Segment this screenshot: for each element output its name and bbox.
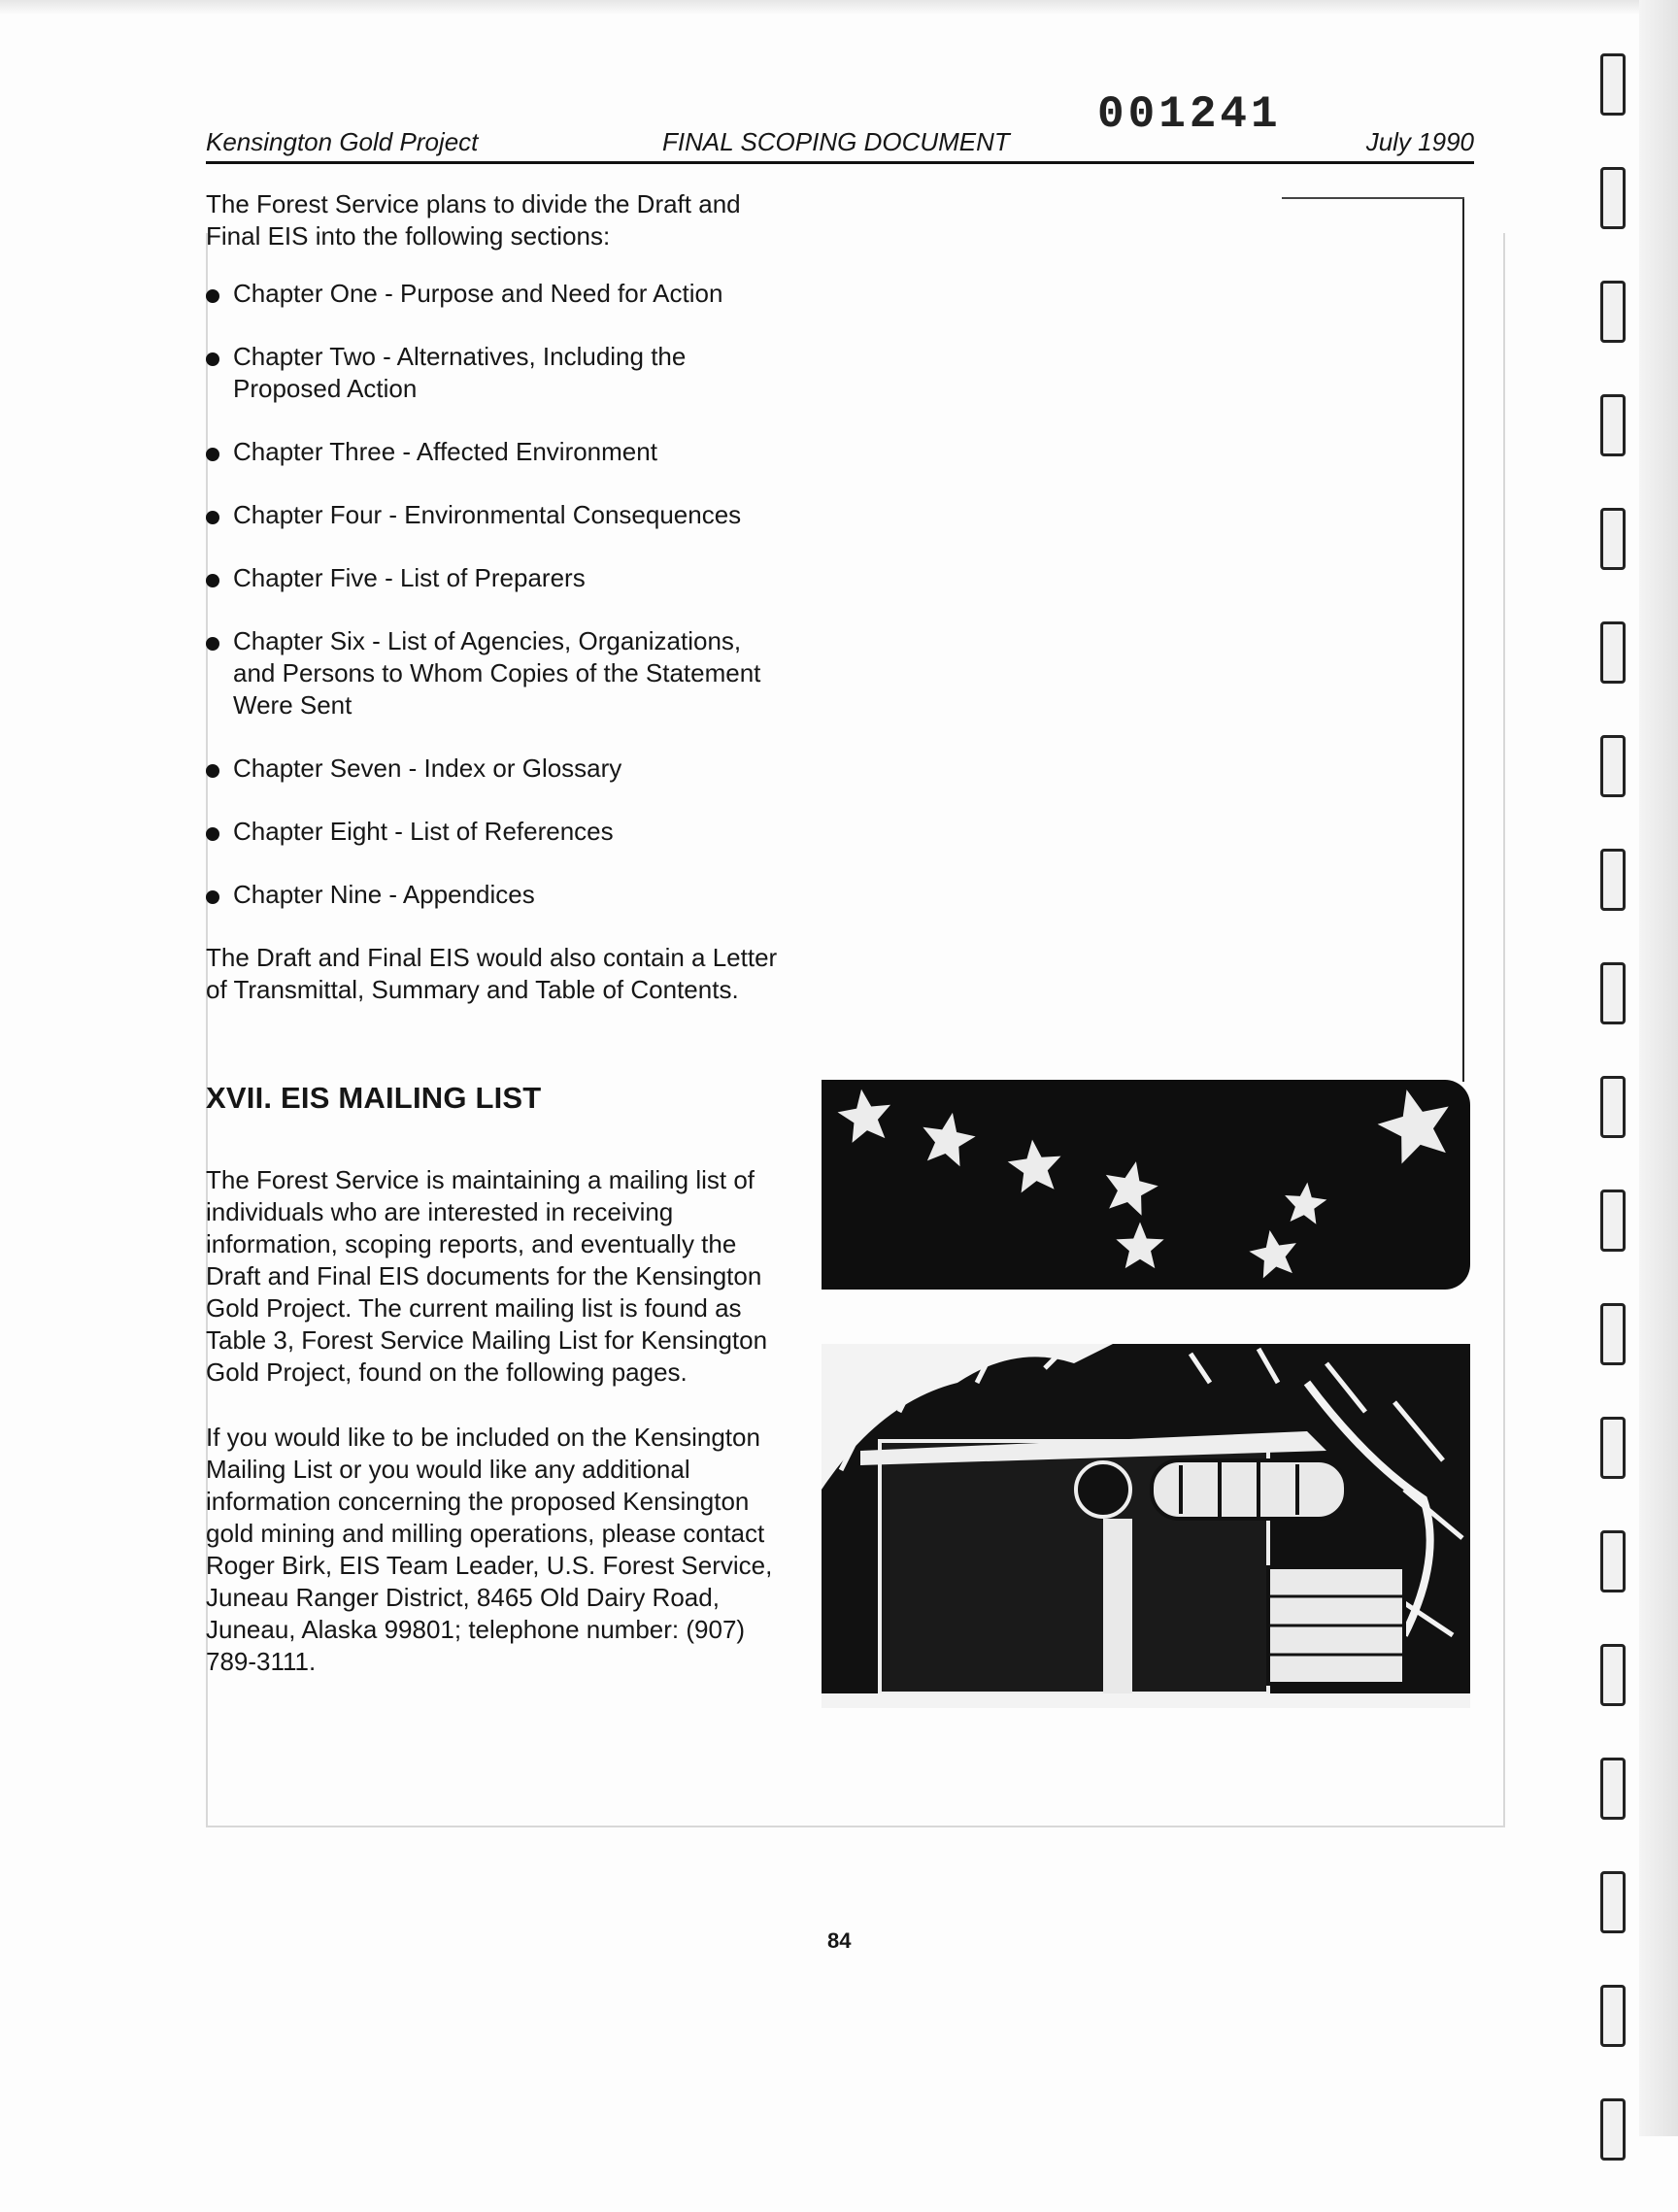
bullet-icon bbox=[206, 890, 219, 904]
header-date: July 1990 bbox=[1365, 127, 1474, 156]
bullet-icon bbox=[206, 637, 219, 651]
binding-hole-icon bbox=[1600, 2098, 1626, 2161]
document-stamp: 001241 bbox=[1097, 89, 1282, 140]
chapter-label: Chapter Six - List of Agencies, Organizations, and Persons to Whom Copies of the Statement Were Sent bbox=[233, 626, 761, 720]
binding-hole-icon bbox=[1600, 1303, 1626, 1365]
binding-hole-icon bbox=[1600, 621, 1626, 684]
star-icon bbox=[835, 1086, 895, 1144]
bullet-icon bbox=[206, 511, 219, 524]
bullet-icon bbox=[206, 289, 219, 303]
bleed-through-line bbox=[1282, 197, 1464, 199]
star-icon bbox=[1099, 1156, 1162, 1217]
binding-hole-icon bbox=[1600, 53, 1626, 116]
chapter-label: Chapter One - Purpose and Need for Action bbox=[233, 279, 723, 308]
star-icon bbox=[1371, 1081, 1460, 1167]
bullet-icon bbox=[206, 448, 219, 461]
binding-hole-icon bbox=[1600, 1871, 1626, 1933]
page-edge-top bbox=[0, 0, 1678, 14]
alaska-flag-stars-icon bbox=[822, 1080, 1470, 1290]
list-item bbox=[206, 499, 789, 531]
binding-hole-icon bbox=[1600, 849, 1626, 911]
chapter-label: Chapter Four - Environmental Consequences bbox=[233, 500, 742, 529]
binding-hole-icon bbox=[1600, 1076, 1626, 1138]
binding-hole-icon bbox=[1600, 1530, 1626, 1592]
star-icon bbox=[1116, 1223, 1163, 1269]
spiral-binding bbox=[1600, 53, 1628, 2212]
list-item bbox=[206, 278, 789, 310]
binding-hole-icon bbox=[1600, 281, 1626, 343]
page-header bbox=[206, 122, 1474, 164]
star-icon bbox=[1006, 1137, 1064, 1194]
chapter-list bbox=[206, 278, 789, 911]
mine-graphic bbox=[822, 1344, 1470, 1708]
star-icon bbox=[918, 1108, 980, 1168]
binding-hole-icon bbox=[1600, 1758, 1626, 1820]
chapter-label: Chapter Two - Alternatives, Including the Proposed Action bbox=[233, 342, 687, 403]
star-icon bbox=[1282, 1180, 1328, 1224]
chapter-label: Chapter Eight - List of References bbox=[233, 817, 614, 846]
binding-hole-icon bbox=[1600, 1985, 1626, 2047]
list-item bbox=[206, 562, 789, 594]
intro-paragraph: The Forest Service plans to divide the Draft and Final EIS into the following sections: bbox=[206, 189, 741, 251]
header-document-title: FINAL SCOPING DOCUMENT bbox=[662, 127, 1010, 156]
contact-paragraph: If you would like to be included on the Kensington Mailing List or you would like any additional information concerning the proposed Kensington gold mining and milling operations, please contact Roger Birk, EIS Team Leader, U.S. Forest Service, Juneau Ranger District, 8465 Old Dairy Road, Juneau, Alaska 99801; telephone number: (907) 789-3111. bbox=[206, 1423, 773, 1676]
page-edge-right bbox=[1639, 0, 1678, 2136]
header-project-title: Kensington Gold Project bbox=[206, 127, 479, 156]
chapter-label: Chapter Nine - Appendices bbox=[233, 880, 535, 909]
list-item bbox=[206, 879, 789, 911]
section-heading: XVII. EIS MAILING LIST bbox=[206, 1081, 542, 1115]
mine-portal-illustration-icon bbox=[822, 1344, 1470, 1708]
list-item bbox=[206, 436, 789, 468]
bleed-through-line bbox=[1462, 198, 1464, 1082]
list-item bbox=[206, 625, 789, 721]
binding-hole-icon bbox=[1600, 508, 1626, 570]
bullet-icon bbox=[206, 574, 219, 587]
bullet-icon bbox=[206, 352, 219, 366]
binding-hole-icon bbox=[1600, 1417, 1626, 1479]
bullet-icon bbox=[206, 764, 219, 778]
list-item bbox=[206, 753, 789, 785]
binding-hole-icon bbox=[1600, 735, 1626, 797]
main-text-column bbox=[206, 188, 789, 1711]
list-item bbox=[206, 816, 789, 848]
chapter-label: Chapter Three - Affected Environment bbox=[233, 437, 657, 466]
contents-paragraph: The Draft and Final EIS would also contain a Letter of Transmittal, Summary and Table of Contents. bbox=[206, 943, 778, 1004]
binding-hole-icon bbox=[1600, 394, 1626, 456]
chapter-label: Chapter Seven - Index or Glossary bbox=[233, 754, 622, 783]
binding-hole-icon bbox=[1600, 962, 1626, 1024]
stars-graphic bbox=[822, 1080, 1470, 1290]
bullet-icon bbox=[206, 827, 219, 841]
binding-hole-icon bbox=[1600, 1190, 1626, 1252]
binding-hole-icon bbox=[1600, 1644, 1626, 1706]
page-number: 84 bbox=[827, 1928, 852, 1953]
binding-hole-icon bbox=[1600, 167, 1626, 229]
star-icon bbox=[1246, 1226, 1301, 1280]
list-item bbox=[206, 341, 789, 405]
chapter-label: Chapter Five - List of Preparers bbox=[233, 563, 586, 592]
mailing-list-paragraph: The Forest Service is maintaining a mailing list of individuals who are interested in receiving information, scoping reports, and eventually the Draft and Final EIS documents for the Kensington Gold Project. The current mailing list is found as Table 3, Forest Service Mailing List for Kensington Gold Project, found on the following pages. bbox=[206, 1165, 768, 1387]
